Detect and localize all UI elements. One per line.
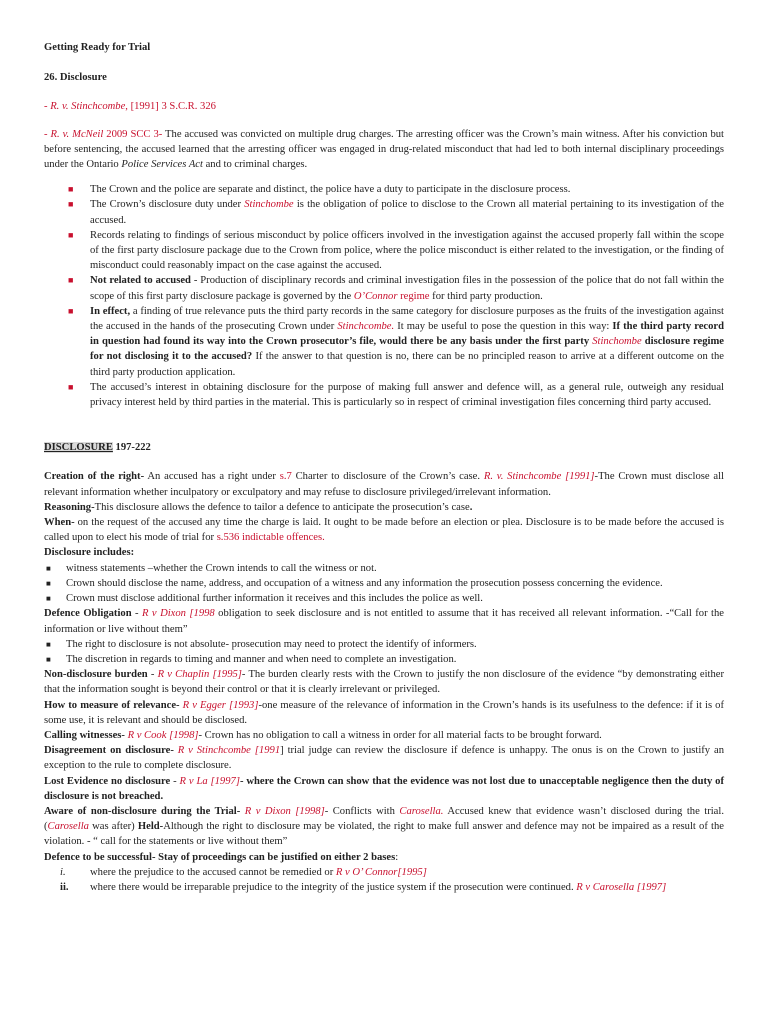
list-item: i. where the prejudice to the accused cannot be remedied or R v O’ Connor[1995] [60,866,427,878]
when-paragraph: When- on the request of the accused any time the charge is laid. It ought to be made before an election or plea. Disclosure is to be made before the accused is called upon to elect his mode of trial for s.536 indictable offences. [44,517,724,544]
square-bullet-icon: ■ [46,654,51,664]
list-item: ■ witness statements –whether the Crown intends to call the witness or not. [44,561,724,576]
list-item: ■ The right to disclosure is not absolute- prosecution may need to protect the identify of informers. [44,637,724,652]
defence-obligation-list [44,637,724,667]
disagreement-paragraph: Disagreement on disclosure- R v Stinchcombe [1991] trial judge can review the disclosure if defence is unhappy. The onus is on the Crown to justify an exception to the rule to complete disclosure. [44,745,724,772]
defence-obligation-paragraph: Defence Obligation - R v Dixon [1998 obligation to seek disclosure and is not entitled to assume that it has received all relevant information. -“Call for the information or live without them” [44,608,724,635]
square-bullet-icon: ■ [68,199,74,210]
square-bullet-icon: ■ [68,275,74,286]
list-item: ■ The discretion in regards to timing and manner and when need to complete an investigation. [44,652,724,667]
square-bullet-icon: ■ [46,594,51,604]
stinchcombe-reference: - R. v. Stinchcombe, [1991] 3 S.C.R. 326 [44,101,216,113]
square-bullet-icon: ■ [68,381,74,392]
square-bullet-icon: ■ [68,229,74,240]
stay-bases-list [44,865,724,895]
disclosure-includes-list [44,561,724,607]
aware-non-disclosure-paragraph: Aware of non-disclosure during the Trial- R v Dixon [1998]- Conflicts with Carosella. Accused knew that evidence wasn’t disclosed during the trial. (Carosella was after) Held-Although the right to disclosure may be violated, the right to make full answer and defence may not be impaired as a result of the violation. - “ call for the statements or live without them” [44,805,724,848]
square-bullet-icon: ■ [46,639,51,649]
defence-success-paragraph: Defence to be successful- Stay of proceedings can be justified on either 2 bases: [44,851,399,863]
disclosure-heading: DISCLOSURE 197-222 [44,442,151,454]
calling-witnesses-paragraph: Calling witnesses- R v Cook [1998]- Crown has no obligation to call a witness in order for all material facts to be brought forward. [44,729,602,741]
disclosure-includes-heading: Disclosure includes: [44,547,135,559]
creation-paragraph: Creation of the right- An accused has a right under s.7 Charter to disclosure of the Crown’s case. R. v. Stinchcombe [1991]-The Crown must disclose all relevant information whether inculpatory or exculpatory and may refuse to disclosure privileged/irrelevant information. [44,471,724,498]
reasoning-paragraph: Reasoning-This disclosure allows the defence to tailor a defence to anticipate the prosecution’s case. [44,501,473,513]
relevance-paragraph: How to measure of relevance- R v Egger [1993]-one measure of the relevance of information in the Crown’s hands is its usefulness to the defence: if it is of some use, it is relevant and should be disclosed. [44,699,724,726]
square-bullet-icon: ■ [46,563,51,573]
section-heading: 26. Disclosure [44,72,107,84]
mcneil-points-list [44,182,724,410]
list-item: ■ The Crown’s disclosure duty under Stinchombe is the obligation of police to disclose to the Crown all material pertaining to its investigation of the accused. [68,199,724,226]
list-item: ■ Not related to accused - Production of disciplinary records and criminal investigation files in the possession of the police that do not fall within the scope of this first party disclosure package is governed by the O’Connor regime for third party production. [68,275,724,302]
list-item: ■ In effect, a finding of true relevance puts the third party records in the same category for disclosure purposes as the fruits of the investigation against the accused in the hands of the prosecuting Crown under Stinchcombe. It may be useful to pose the question in this way: If the third party record in question had found its way into the Crown prosecutor’s file, would there be any basis under the first party Stinchombe disclosure regime for not disclosing it to the accused? If the answer to that question is no, there can be no principled reason to arrive at a different outcome on the third party production application. [68,305,725,378]
lost-evidence-paragraph: Lost Evidence no disclosure - R v La [1997]- where the Crown can show that the evidence was not lost due to unacceptable negligence then the duty of disclosure is not breached. [44,775,724,802]
square-bullet-icon: ■ [46,578,51,588]
mcneil-paragraph: - R. v. McNeil 2009 SCC 3- The accused was convicted on multiple drug charges. The arresting officer was the Crown’s main witness. After his conviction but before sentencing, the accused learned that the arresting officer was engaged in drug-related misconduct that had led to both internal disciplinary proceedings under the Ontario Police Services Act and to criminal charges. [44,128,724,171]
square-bullet-icon: ■ [68,305,74,316]
non-disclosure-paragraph: Non-disclosure burden - R v Chaplin [1995]- The burden clearly rests with the Crown to justify the non disclosure of the evidence “by demonstrating either that the information sought is beyond their control or that it is clearly irrelevant or privileged. [44,669,724,696]
square-bullet-icon: ■ [68,184,74,195]
list-item: ■ The accused’s interest in obtaining disclosure for the purpose of making full answer and defence will, as a general rule, outweigh any residual privacy interest held by third parties in the material. This is particularly so in respect of criminal investigation files concerning third party accused. [68,381,724,409]
list-item: ■ Records relating to findings of serious misconduct by police officers involved in the investigation against the accused properly fall within the scope of the first party disclosure package due to the Crown from police, where the police misconduct is either related to the investigation, or the finding of misconduct could reasonably impact on the case against the accused. [68,229,724,272]
document-page [44,40,724,895]
list-item: ■ Crown must disclose additional further information it receives and this includes the police as well. [44,591,724,606]
page-title: Getting Ready for Trial [44,42,151,53]
list-item: ■ The Crown and the police are separate and distinct, the police have a duty to participate in the disclosure process. [44,182,724,197]
list-item: ■ Crown should disclose the name, address, and occupation of a witness and any information the prosecution possess concerning the evidence. [44,576,724,591]
list-item: ii. where there would be irreparable prejudice to the integrity of the justice system if the prosecution were continued. R v Carosella [1997] [60,881,667,893]
